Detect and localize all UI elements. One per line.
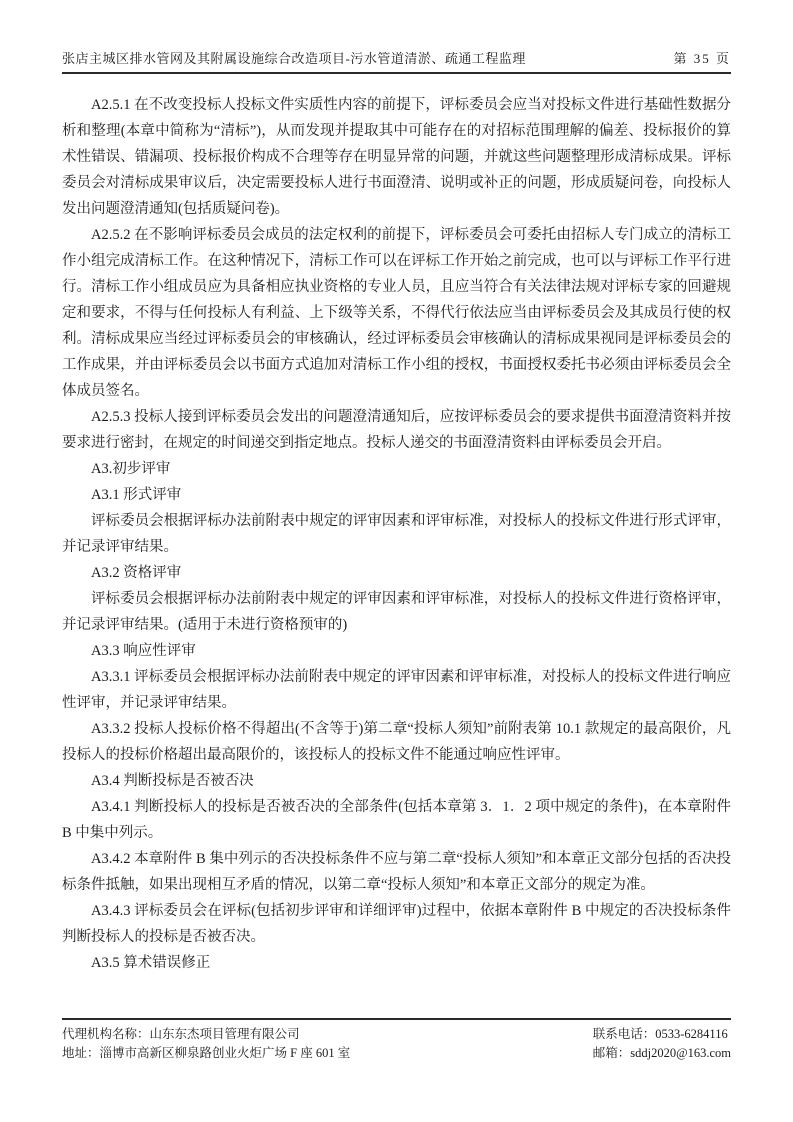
document-body [62, 92, 731, 976]
paragraph-a3-3-1: A3.3.1 评标委员会根据评标办法前附表中规定的评审因素和评审标准，对投标人的投标文件进行响应性评审，并记录评审结果。 [62, 669, 731, 711]
paragraph-a3-2-body: 评标委员会根据评标办法前附表中规定的评审因素和评审标准，对投标人的投标文件进行资格评审，并记录评审结果。(适用于未进行资格预审的) [62, 591, 731, 633]
header-project-title: 张店主城区排水管网及其附属设施综合改造项目-污水管道清淤、疏通工程监理 [62, 51, 526, 66]
paragraph-a2-5-1: A2.5.1 在不改变投标人投标文件实质性内容的前提下，评标委员会应当对投标文件进行基础性数据分析和整理(本章中简称为“清标”)，从而发现并提取其中可能存在的对招标范围理解的偏差、投标报价的算术性错误、错漏项、投标报价构成不合理等存在明显异常的问题，并就这些问题整理形成清标成果。评标委员会对清标成果审议后，决定需要投标人进行书面澄清、说明或补正的问题，形成质疑问卷，向投标人发出问题澄清通知(包括质疑问卷)。 [62, 97, 731, 217]
heading-a3-1: A3.1 形式评审 [91, 487, 182, 503]
header-page-number: 第 35 页 [673, 51, 731, 66]
footer-phone: 联系电话：0533-6284116 [592, 1027, 728, 1041]
footer-left-column [62, 1025, 350, 1063]
paragraph-a3-1-body: 评标委员会根据评标办法前附表中规定的评审因素和评审标准，对投标人的投标文件进行形式评审，并记录评审结果。 [62, 513, 731, 555]
paragraph-a3-4-1: A3.4.1 判断投标人的投标是否被否决的全部条件(包括本章第 3．1．2 项中规定的条件)，在本章附件 B 中集中列示。 [62, 799, 731, 841]
paragraph-a2-5-3: A2.5.3 投标人接到评标委员会发出的问题澄清通知后，应按评标委员会的要求提供书面澄清资料并按要求进行密封，在规定的时间递交到指定地点。投标人递交的书面澄清资料由评标委员会开启。 [62, 409, 731, 451]
footer-right-column [593, 1025, 731, 1063]
heading-a3-5: A3.5 算术错误修正 [91, 955, 211, 971]
paragraph-a2-5-2: A2.5.2 在不影响评标委员会成员的法定权利的前提下，评标委员会可委托由招标人专门成立的清标工作小组完成清标工作。在这种情况下，清标工作可以在评标工作开始之前完成，也可以与评标工作平行进行。清标工作小组成员应为具备相应执业资格的专业人员，且应当符合有关法律法规对评标专家的回避规定和要求，不得与任何投标人有利益、上下级等关系，不得代行依法应当由评标委员会及其成员行使的权利。清标成果应当经过评标委员会的审核确认，经过评标委员会审核确认的清标成果视同是评标委员会的工作成果，并由评标委员会以书面方式追加对清标工作小组的授权，书面授权委托书必须由评标委员会全体成员签名。 [62, 227, 731, 399]
paragraph-a3-3-2: A3.3.2 投标人投标价格不得超出(不含等于)第二章“投标人须知”前附表第 10.1 款规定的最高限价，凡投标人的投标价格超出最高限价的，该投标人的投标文件不能通过响应性评审。 [62, 721, 731, 763]
page-footer [62, 1018, 731, 1063]
heading-a3-2: A3.2 资格评审 [91, 565, 182, 581]
footer-address: 地址：淄博市高新区柳泉路创业火炬广场 F 座 601 室 [62, 1046, 351, 1060]
page-header [62, 48, 731, 74]
heading-a3: A3.初步评审 [91, 461, 171, 477]
heading-a3-4: A3.4 判断投标是否被否决 [91, 773, 254, 789]
heading-a3-3: A3.3 响应性评审 [91, 643, 196, 659]
footer-email: 邮箱：sddj2020@163.com [592, 1046, 731, 1060]
paragraph-a3-4-2: A3.4.2 本章附件 B 集中列示的否决投标条件不应与第二章“投标人须知”和本章正文部分包括的否决投标条件抵触，如果出现相互矛盾的情况，以第二章“投标人须知”和本章正文部分的规定为准。 [62, 851, 731, 893]
paragraph-a3-4-3: A3.4.3 评标委员会在评标(包括初步评审和详细评审)过程中，依据本章附件 B 中规定的否决投标条件判断投标人的投标是否被否决。 [62, 903, 731, 945]
footer-agency-name: 代理机构名称：山东东杰项目管理有限公司 [62, 1027, 300, 1041]
